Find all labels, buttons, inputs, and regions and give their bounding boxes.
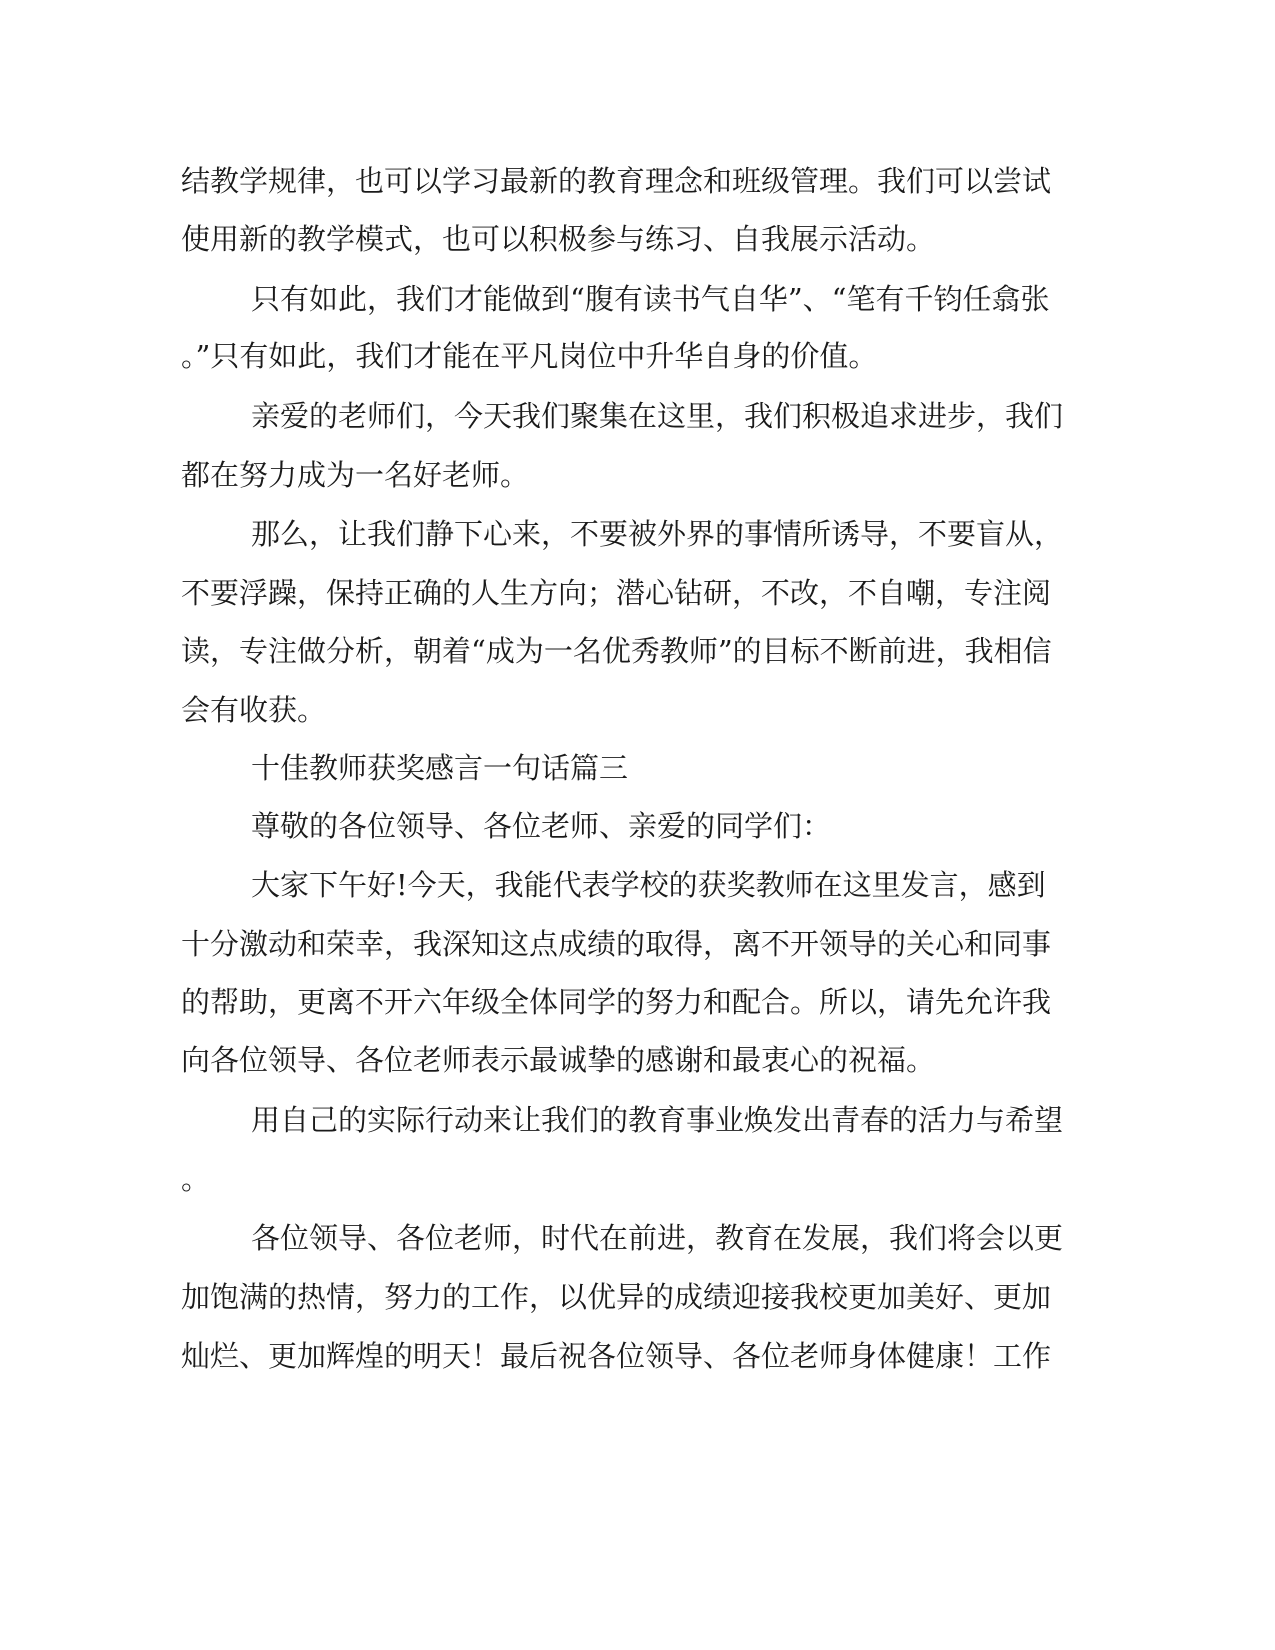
text-line: 加饱满的热情，努力的工作，以优异的成绩迎接我校更加美好、更加	[181, 1280, 1052, 1314]
text-line: 亲爱的老师们，今天我们聚集在这里，我们积极追求进步，我们	[251, 399, 1064, 433]
text-line: 向各位领导、各位老师表示最诚挚的感谢和最衷心的祝福。	[181, 1043, 936, 1077]
text-line: 。	[181, 1162, 211, 1196]
text-line: 灿烂、更加辉煌的明天！最后祝各位领导、各位老师身体健康！工作	[181, 1339, 1052, 1373]
text-line: 各位领导、各位老师，时代在前进，教育在发展，我们将会以更	[251, 1221, 1064, 1255]
section-heading: 十佳教师获奖感言一句话篇三	[251, 751, 629, 785]
text-line: 会有收获。	[181, 693, 327, 727]
text-line: 十分激动和荣幸，我深知这点成绩的取得，离不开领导的关心和同事	[181, 927, 1052, 961]
text-line: 的帮助，更离不开六年级全体同学的努力和配合。所以，请先允许我	[181, 985, 1052, 1019]
text-line: 使用新的教学模式，也可以积极参与练习、自我展示活动。	[181, 222, 936, 256]
text-line: 用自己的实际行动来让我们的教育事业焕发出青春的活力与希望	[251, 1103, 1064, 1137]
text-line: 。”只有如此，我们才能在平凡岗位中升华自身的价值。	[181, 339, 878, 373]
text-line: 只有如此，我们才能做到“腹有读书气自华”、“笔有千钧任翕张	[251, 282, 1050, 316]
text-line: 都在努力成为一名好老师。	[181, 458, 530, 492]
text-line: 不要浮躁，保持正确的人生方向；潜心钻研，不改，不自嘲，专注阅	[181, 576, 1052, 610]
text-line: 读，专注做分析，朝着“成为一名优秀教师”的目标不断前进，我相信	[181, 634, 1052, 668]
salutation: 尊敬的各位领导、各位老师、亲爱的同学们：	[251, 809, 832, 843]
text-line: 大家下午好!今天，我能代表学校的获奖教师在这里发言，感到	[251, 868, 1046, 902]
text-line: 那么，让我们静下心来，不要被外界的事情所诱导，不要盲从，	[251, 517, 1064, 551]
text-line: 结教学规律，也可以学习最新的教育理念和班级管理。我们可以尝试	[181, 164, 1052, 198]
